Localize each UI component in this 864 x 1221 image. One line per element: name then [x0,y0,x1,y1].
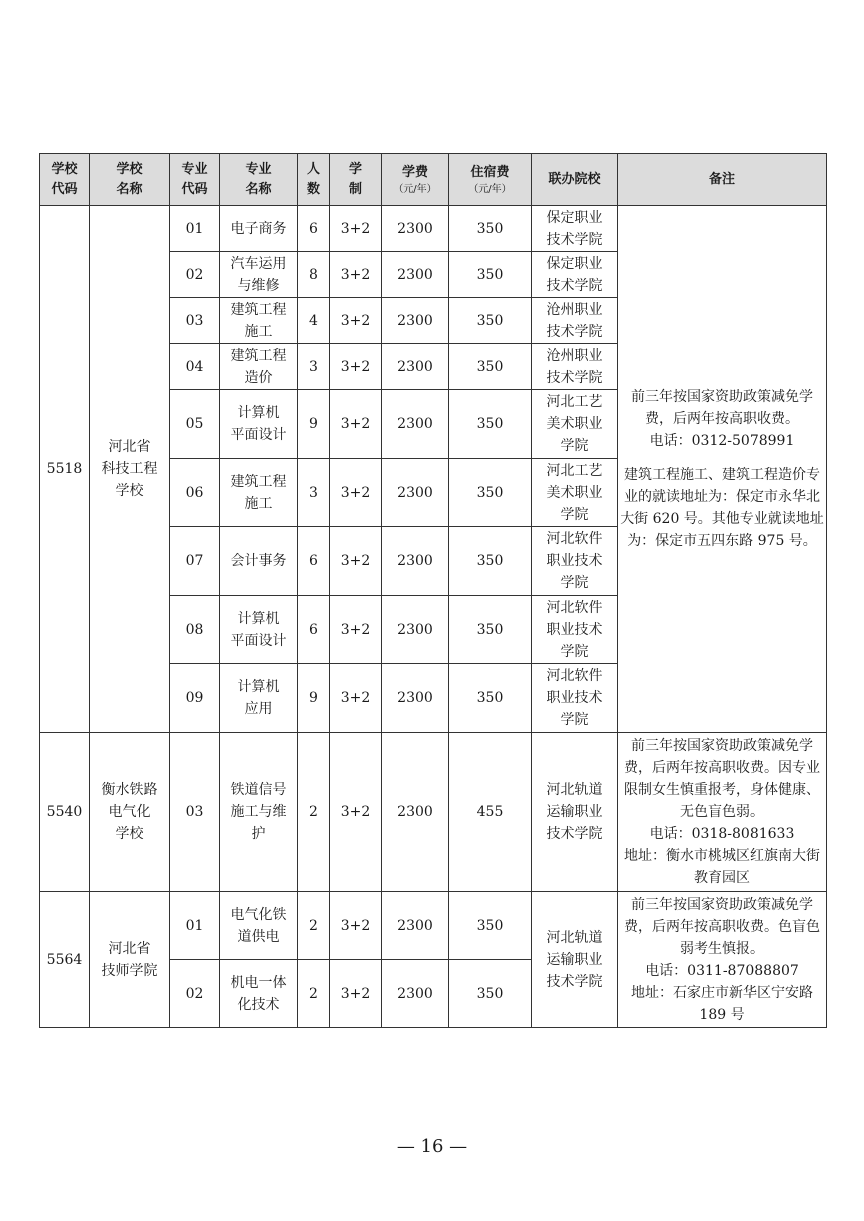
header-major-code: 专业 代码 [170,154,220,206]
header-lodging: 住宿费 （元/年） [449,154,532,206]
tuition: 2300 [382,664,449,733]
tuition: 2300 [382,527,449,596]
major-name: 铁道信号 施工与维 护 [220,733,298,892]
remark: 前三年按国家资助政策减免学费，后两年按高职收费。因专业限制女生慎重报考，身体健康、无色盲色弱。 电话：0318-8081633 地址：衡水市桃城区红旗南大街教育园区 [618,733,827,892]
header-remark: 备注 [618,154,827,206]
lodging-fee: 350 [449,596,532,664]
major-code: 01 [170,206,220,252]
study-system: 3+2 [330,206,382,252]
major-name: 机电一体 化技术 [220,960,298,1028]
enroll-count: 9 [298,664,330,733]
lodging-fee: 350 [449,459,532,527]
tuition: 2300 [382,344,449,390]
partner-college: 河北软件 职业技术 学院 [532,664,618,733]
partner-college: 沧州职业 技术学院 [532,344,618,390]
tuition: 2300 [382,390,449,459]
major-name: 建筑工程 施工 [220,298,298,344]
study-system: 3+2 [330,390,382,459]
partner-college: 河北软件 职业技术 学院 [532,527,618,596]
lodging-fee: 350 [449,390,532,459]
table-row [40,892,827,960]
study-system: 3+2 [330,344,382,390]
major-code: 04 [170,344,220,390]
enroll-count: 3 [298,344,330,390]
header-school-name: 学校 名称 [90,154,170,206]
enroll-count: 8 [298,252,330,298]
study-system: 3+2 [330,252,382,298]
partner-college: 河北软件 职业技术 学院 [532,596,618,664]
page-number: — 16 — [396,1136,468,1157]
partner-college: 河北轨道 运输职业 技术学院 [532,892,618,1028]
enroll-count: 6 [298,596,330,664]
header-major-name: 专业 名称 [220,154,298,206]
partner-college: 保定职业 技术学院 [532,252,618,298]
enroll-count: 3 [298,459,330,527]
enroll-count: 2 [298,960,330,1028]
enroll-count: 4 [298,298,330,344]
partner-college: 河北工艺 美术职业 学院 [532,390,618,459]
school-code: 5518 [40,206,90,733]
enroll-count: 9 [298,390,330,459]
major-code: 03 [170,733,220,892]
enroll-count: 6 [298,527,330,596]
header-count: 人 数 [298,154,330,206]
major-code: 02 [170,960,220,1028]
tuition: 2300 [382,596,449,664]
major-name: 电子商务 [220,206,298,252]
school-code: 5564 [40,892,90,1028]
study-system: 3+2 [330,960,382,1028]
partner-college: 沧州职业 技术学院 [532,298,618,344]
lodging-fee: 350 [449,344,532,390]
tuition: 2300 [382,459,449,527]
major-name: 建筑工程 造价 [220,344,298,390]
lodging-fee: 350 [449,527,532,596]
study-system: 3+2 [330,298,382,344]
major-code: 06 [170,459,220,527]
partner-college: 河北轨道 运输职业 技术学院 [532,733,618,892]
tuition: 2300 [382,892,449,960]
tuition: 2300 [382,960,449,1028]
enrollment-table [39,153,827,1028]
remark: 前三年按国家资助政策减免学费，后两年按高职收费。 电话：0312-5078991 建筑工程施工、建筑工程造价专业的就读地址为：保定市永华北大街 620 号。其他专业就读地址为：保定市五四东路 975 号。 [618,206,827,733]
major-name: 会计事务 [220,527,298,596]
table-row [40,733,827,892]
lodging-fee: 350 [449,892,532,960]
lodging-fee: 350 [449,298,532,344]
major-code: 08 [170,596,220,664]
study-system: 3+2 [330,664,382,733]
tuition: 2300 [382,298,449,344]
lodging-fee: 350 [449,664,532,733]
study-system: 3+2 [330,527,382,596]
lodging-fee: 455 [449,733,532,892]
lodging-fee: 350 [449,206,532,252]
school-name: 衡水铁路 电气化 学校 [90,733,170,892]
major-code: 01 [170,892,220,960]
tuition: 2300 [382,733,449,892]
school-name: 河北省 科技工程 学校 [90,206,170,733]
enroll-count: 6 [298,206,330,252]
major-name: 电气化铁 道供电 [220,892,298,960]
major-code: 07 [170,527,220,596]
header-row [40,154,827,206]
major-name: 计算机 应用 [220,664,298,733]
school-code: 5540 [40,733,90,892]
enroll-count: 2 [298,733,330,892]
major-name: 计算机 平面设计 [220,596,298,664]
header-partner: 联办院校 [532,154,618,206]
tuition: 2300 [382,206,449,252]
major-code: 09 [170,664,220,733]
enroll-count: 2 [298,892,330,960]
major-code: 03 [170,298,220,344]
study-system: 3+2 [330,596,382,664]
major-name: 计算机 平面设计 [220,390,298,459]
partner-college: 河北工艺 美术职业 学院 [532,459,618,527]
major-name: 汽车运用 与维修 [220,252,298,298]
lodging-fee: 350 [449,252,532,298]
school-name: 河北省 技师学院 [90,892,170,1028]
header-system: 学 制 [330,154,382,206]
lodging-fee: 350 [449,960,532,1028]
study-system: 3+2 [330,733,382,892]
major-name: 建筑工程 施工 [220,459,298,527]
tuition: 2300 [382,252,449,298]
partner-college: 保定职业 技术学院 [532,206,618,252]
header-school-code: 学校 代码 [40,154,90,206]
table-row [40,206,827,252]
major-code: 05 [170,390,220,459]
header-tuition: 学费 （元/年） [382,154,449,206]
study-system: 3+2 [330,459,382,527]
study-system: 3+2 [330,892,382,960]
remark: 前三年按国家资助政策减免学费，后两年按高职收费。色盲色弱考生慎报。 电话：0311-87088807 地址：石家庄市新华区宁安路 189 号 [618,892,827,1028]
major-code: 02 [170,252,220,298]
